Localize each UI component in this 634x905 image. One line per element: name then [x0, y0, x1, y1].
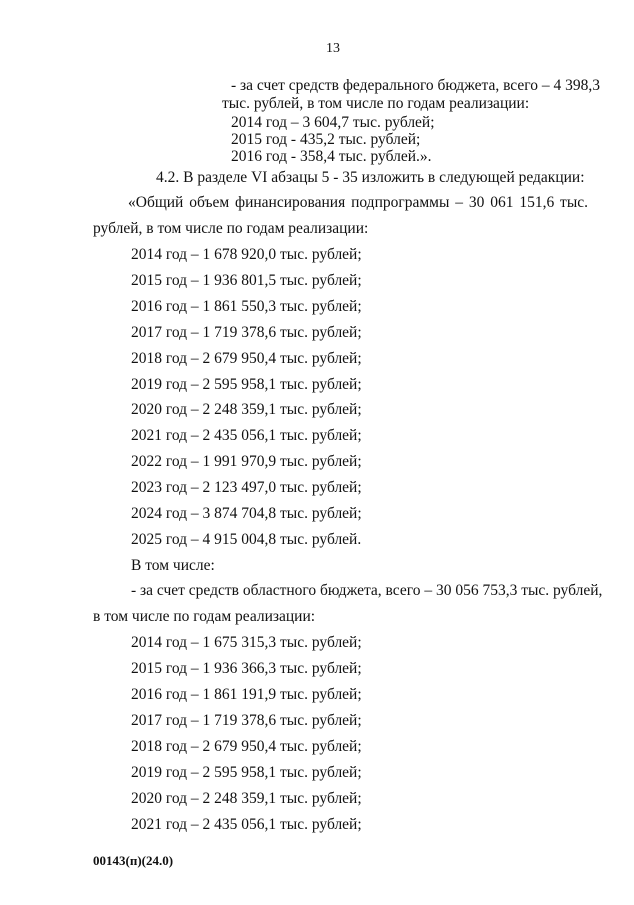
list-item: 2019 год – 2 595 958,1 тыс. рублей;	[131, 764, 362, 781]
list-item: 2024 год – 3 874 704,8 тыс. рублей;	[131, 505, 362, 522]
page-number: 13	[326, 41, 340, 56]
regional-budget-line-cont: в том числе по годам реализации:	[93, 608, 316, 625]
list-item: 2014 год – 1 678 920,0 тыс. рублей;	[131, 246, 362, 263]
total-financing-line: «Общий объем финансирования подпрограммы – 30 061 151,6 тыс.	[128, 194, 588, 211]
list-item: 2015 год – 1 936 366,3 тыс. рублей;	[131, 660, 362, 677]
list-item: 2020 год – 2 248 359,1 тыс. рублей;	[131, 401, 362, 418]
section-instruction: 4.2. В разделе VI абзацы 5 - 35 изложить в следующей редакции:	[156, 169, 585, 186]
list-item: 2019 год – 2 595 958,1 тыс. рублей;	[131, 376, 362, 393]
list-item: 2015 год – 1 936 801,5 тыс. рублей;	[131, 272, 362, 289]
document-code-footer: 00143(п)(24.0)	[93, 853, 174, 868]
regional-budget-line: - за счет средств областного бюджета, всего – 30 056 753,3 тыс. рублей,	[131, 582, 603, 599]
list-item: 2021 год – 2 435 056,1 тыс. рублей;	[131, 816, 362, 833]
federal-year-2014: 2014 год – 3 604,7 тыс. рублей;	[231, 114, 435, 131]
federal-budget-line: - за счет средств федерального бюджета, всего – 4 398,3	[231, 77, 600, 94]
list-item: 2025 год – 4 915 004,8 тыс. рублей.	[131, 531, 362, 548]
list-item: 2021 год – 2 435 056,1 тыс. рублей;	[131, 427, 362, 444]
federal-budget-line-cont: тыс. рублей, в том числе по годам реализации:	[222, 95, 530, 112]
list-item: 2017 год – 1 719 378,6 тыс. рублей;	[131, 324, 362, 341]
list-item: 2018 год – 2 679 950,4 тыс. рублей;	[131, 350, 362, 367]
federal-year-2016: 2016 год - 358,4 тыс. рублей.».	[231, 148, 432, 165]
total-financing-line-cont: рублей, в том числе по годам реализации:	[93, 220, 369, 237]
list-item: 2017 год – 1 719 378,6 тыс. рублей;	[131, 712, 362, 729]
list-item: 2023 год – 2 123 497,0 тыс. рублей;	[131, 479, 362, 496]
including-label: В том числе:	[131, 557, 215, 574]
list-item: 2018 год – 2 679 950,4 тыс. рублей;	[131, 738, 362, 755]
list-item: 2022 год – 1 991 970,9 тыс. рублей;	[131, 453, 362, 470]
list-item: 2016 год – 1 861 191,9 тыс. рублей;	[131, 686, 362, 703]
list-item: 2016 год – 1 861 550,3 тыс. рублей;	[131, 298, 362, 315]
list-item: 2014 год – 1 675 315,3 тыс. рублей;	[131, 634, 362, 651]
federal-year-2015: 2015 год - 435,2 тыс. рублей;	[231, 131, 421, 148]
list-item: 2020 год – 2 248 359,1 тыс. рублей;	[131, 790, 362, 807]
